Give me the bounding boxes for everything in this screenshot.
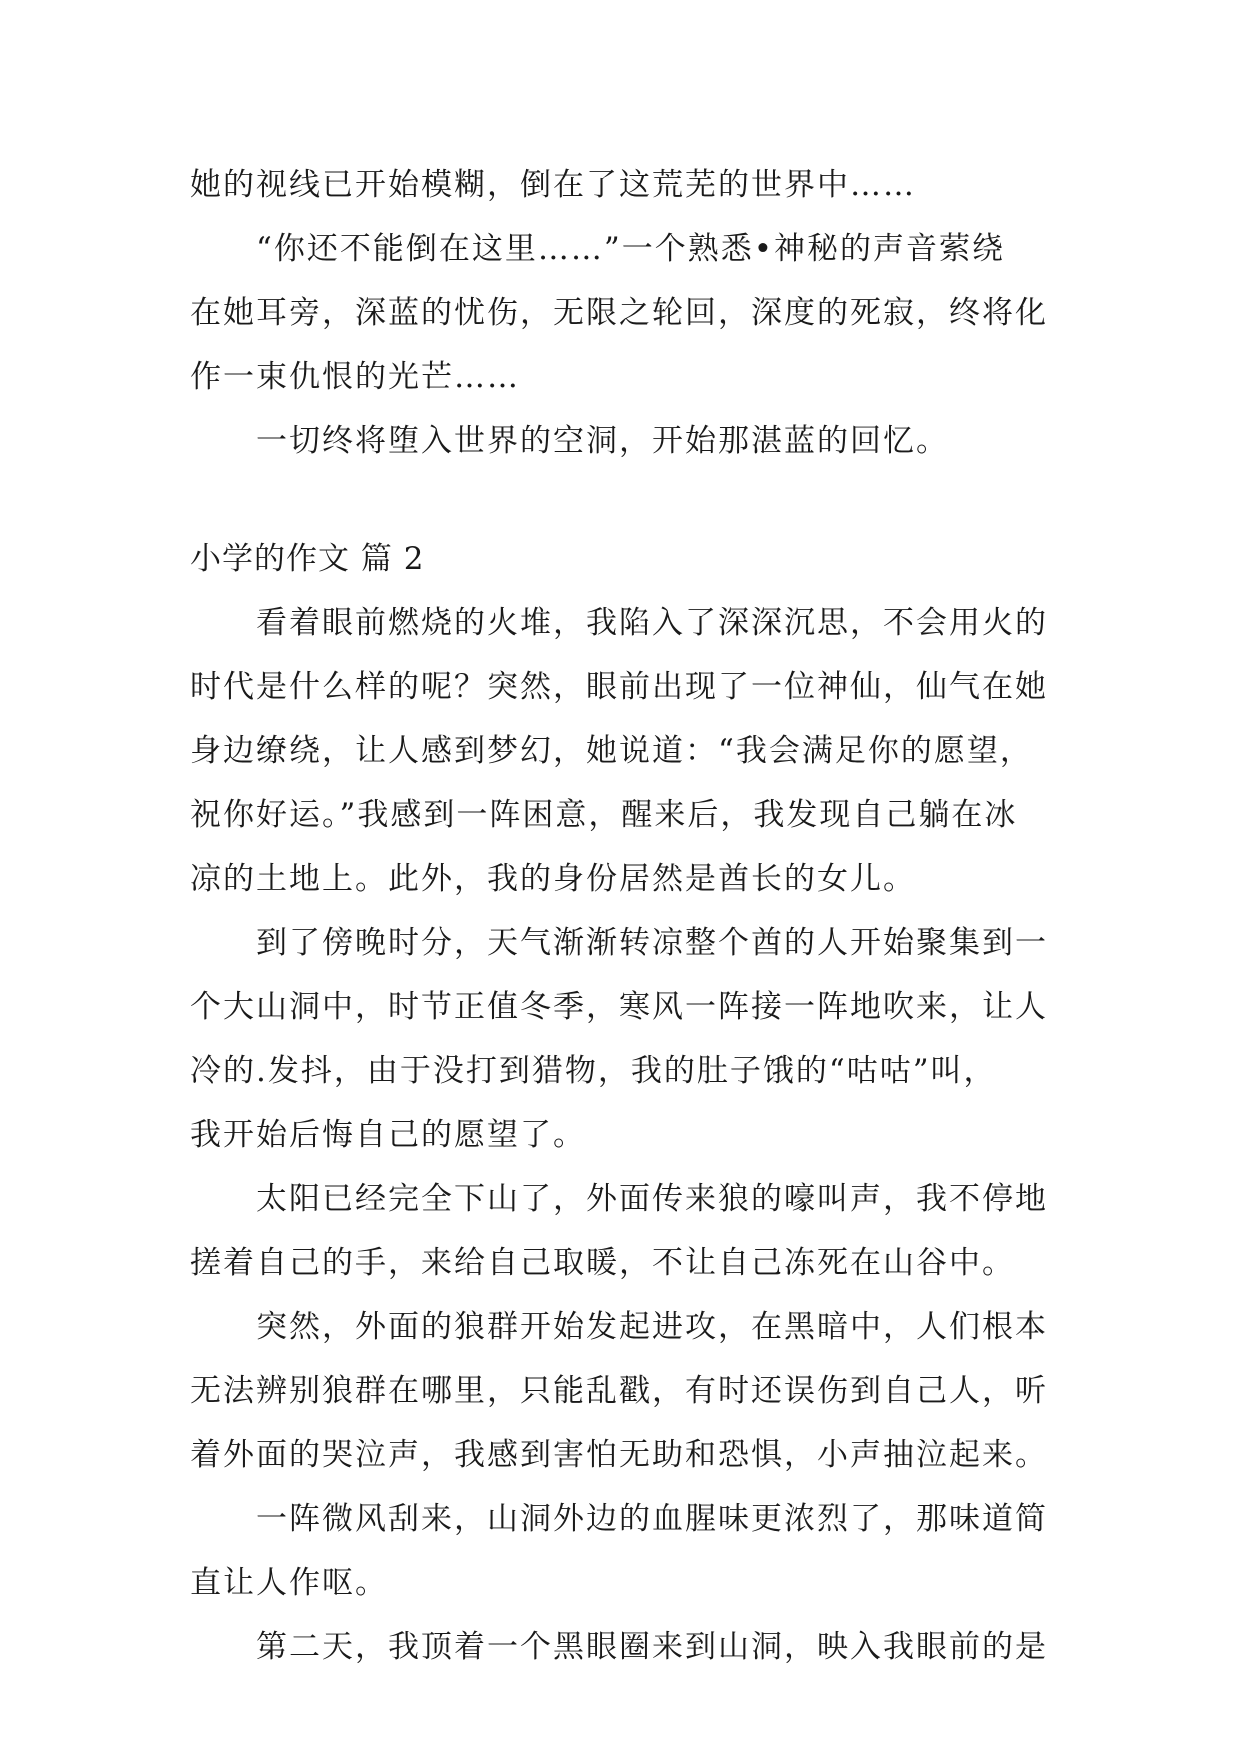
paragraph-line: 一切终将堕入世界的空洞，开始那湛蓝的回忆。 (256, 423, 949, 459)
paragraph-line: 时代是什么样的呢？突然，眼前出现了一位神仙，仙气在她 (190, 669, 1048, 705)
paragraph-line: 在她耳旁，深蓝的忧伤，无限之轮回，深度的死寂，终将化 (190, 295, 1048, 331)
paragraph-line: 她的视线已开始模糊，倒在了这荒芜的世界中…… (190, 167, 916, 203)
paragraph-line: 祝你好运。”我感到一阵困意，醒来后，我发现自己躺在冰 (190, 797, 1018, 833)
paragraph-line: 无法辨别狼群在哪里，只能乱戳，有时还误伤到自己人，听 (190, 1373, 1048, 1409)
paragraph-line: “你还不能倒在这里……”一个熟悉•神秘的声音萦绕 (256, 231, 1005, 267)
paragraph-line: 冷的.发抖，由于没打到猎物，我的肚子饿的“咕咕”叫， (190, 1053, 997, 1089)
paragraph-line: 着外面的哭泣声，我感到害怕无助和恐惧，小声抽泣起来。 (190, 1437, 1048, 1473)
paragraph-line: 个大山洞中，时节正值冬季，寒风一阵接一阵地吹来，让人 (190, 989, 1048, 1025)
section-heading: 小学的作文 篇 2 (190, 541, 425, 577)
paragraph-line: 作一束仇恨的光芒…… (190, 359, 520, 395)
paragraph-line: 搓着自己的手，来给自己取暖，不让自己冻死在山谷中。 (190, 1245, 1015, 1281)
paragraph-line: 太阳已经完全下山了，外面传来狼的嚎叫声，我不停地 (256, 1181, 1048, 1217)
paragraph-line: 直让人作呕。 (190, 1565, 388, 1601)
paragraph-line: 凉的土地上。此外，我的身份居然是酋长的女儿。 (190, 861, 916, 897)
paragraph-line: 到了傍晚时分，天气渐渐转凉整个酋的人开始聚集到一 (256, 925, 1048, 961)
paragraph-line: 身边缭绕，让人感到梦幻，她说道：“我会满足你的愿望， (190, 733, 1033, 769)
paragraph-line: 一阵微风刮来，山洞外边的血腥味更浓烈了，那味道简 (256, 1501, 1048, 1537)
paragraph-line: 我开始后悔自己的愿望了。 (190, 1117, 586, 1153)
paragraph-line: 第二天，我顶着一个黑眼圈来到山洞，映入我眼前的是 (256, 1629, 1048, 1665)
paragraph-line: 突然，外面的狼群开始发起进攻，在黑暗中，人们根本 (256, 1309, 1048, 1345)
paragraph-line: 看着眼前燃烧的火堆，我陷入了深深沉思，不会用火的 (256, 605, 1048, 641)
